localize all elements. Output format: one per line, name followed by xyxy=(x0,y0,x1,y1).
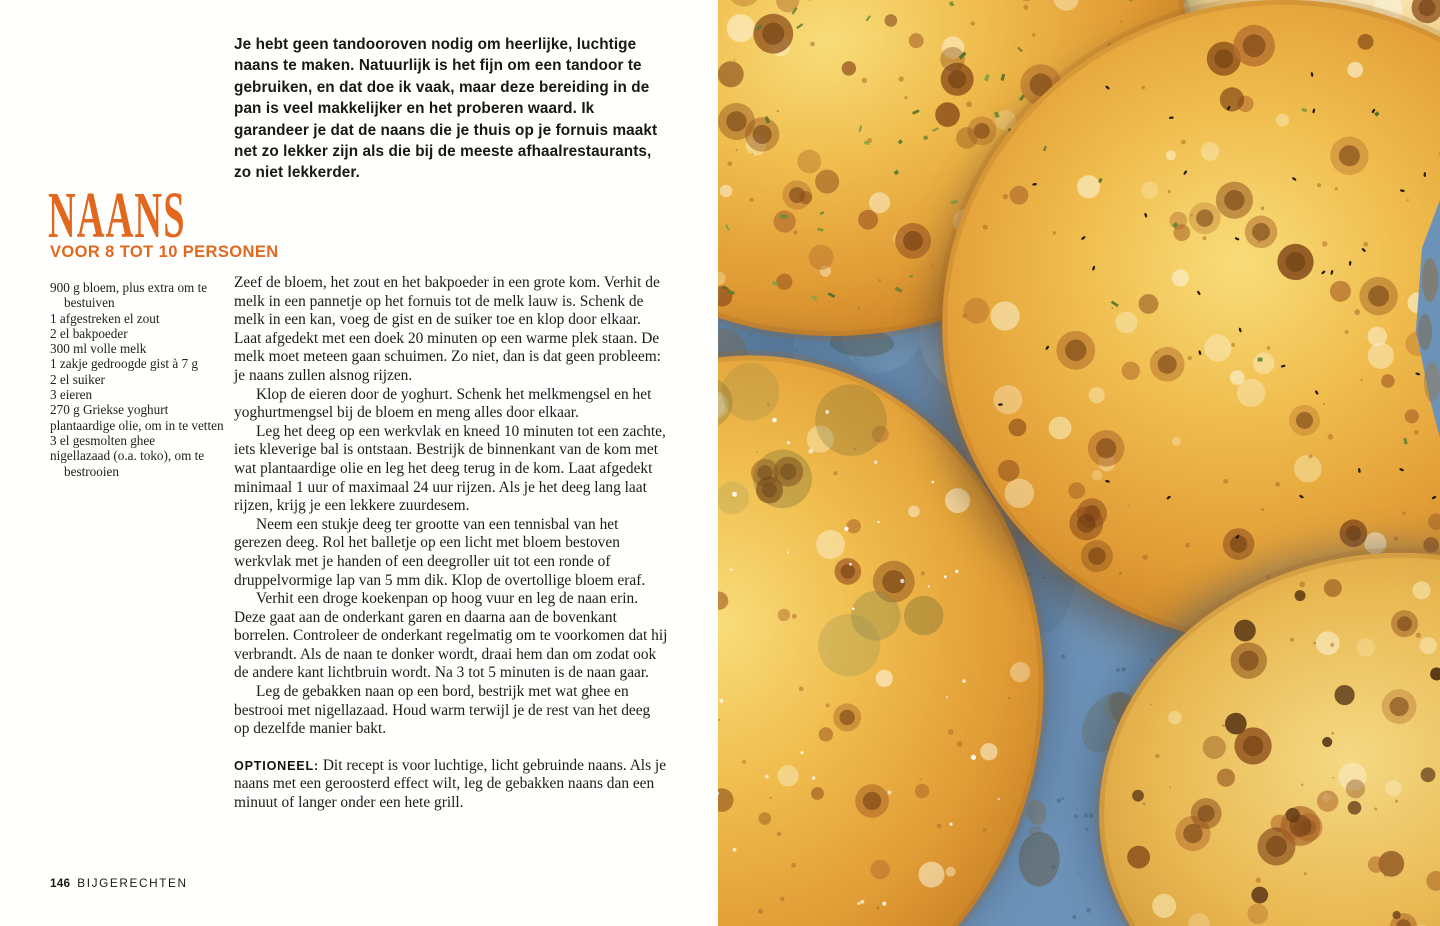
naan-photo-illustration xyxy=(718,0,1440,926)
ingredient-item: plantaardige olie, om in te vetten xyxy=(50,417,224,433)
recipe-page xyxy=(0,0,718,926)
ingredients-list xyxy=(50,280,232,479)
ingredient-item: 270 g Griekse yoghurt xyxy=(50,402,169,418)
method-paragraph: Verhit een droge koekenpan op hoog vuur en leg de naan erin. Deze gaat aan de onderkant garen en daarna aan de bovenkant borrelen. Controleer de onderkant regelmatig om te voorkomen dat hij verbrandt. Als de naan te donker wordt, draai hem dan om zodat ook de andere kant lichtbruin wordt. Na 3 tot 5 minuten is de naan gaar. xyxy=(234,590,668,682)
optional-label: OPTIONEEL: xyxy=(234,758,319,773)
ingredient-item: 1 afgestreken el zout xyxy=(50,310,160,326)
ingredient-item: 2 el suiker xyxy=(50,371,105,387)
method-paragraph: Leg de gebakken naan op een bord, bestrijk met wat ghee en bestrooi met nigellazaad. Houd warm terwijl je de rest van het deeg op dezelfde manier bakt. xyxy=(234,683,651,738)
ingredient-item: 900 g bloem, plus extra om te bestuiven xyxy=(50,280,208,311)
intro-paragraph: Je hebt geen tandooroven nodig om heerlijke, luchtige naans te maken. Natuurlijk is het fijn om een tandoor te gebruiken, en dat doe ik vaak, maar deze bereiding in de pan is veel makkelijker en het proberen waard. Ik garandeer je dat de naans die je thuis op je fornuis maakt net zo lekker zijn als die bij de meeste afhaalrestaurants, zo niet lekkerder. xyxy=(234,36,658,182)
optional-text: Dit recept is voor luchtige, licht gebruinde naans. Als je naans met een geroosterd effect wilt, leg de gebakken naans dan een minuut of langer onder een hete grill. xyxy=(234,756,667,812)
ingredient-item: 1 zakje gedroogde gist à 7 g xyxy=(50,356,198,372)
method-paragraph: Zeef de bloem, het zout en het bakpoeder in een grote kom. Verhit de melk in een pannetje op het fornuis tot de melk lauw is. Schenk de melk in een kan, voeg de gist en de suiker toe en klop door elkaar. Laat afgedekt met een doek 20 minuten op een warme plek staan. De melk moet meteen gaan schuimen. Zo niet, dan is dat geen probleem: je naans zullen alsnog rijzen. xyxy=(234,274,661,384)
ingredient-item: 3 el gesmolten ghee xyxy=(50,432,156,448)
method-paragraph: Neem een stukje deeg ter grootte van een tennisbal van het gerezen deeg. Rol het balletje op een licht met bloem bestoven werkvlak met je handen of een deegroller uit tot een ronde of druppelvormige lap van 5 mm dik. Klop de overtollige bloem eraf. xyxy=(234,515,646,589)
page-folio xyxy=(50,876,188,890)
optional-note xyxy=(234,757,668,813)
method-paragraph: Leg het deeg op een werkvlak en kneed 10 minuten tot een zachte, iets kleverige bal is ontstaan. Bestrijk de binnenkant van de kom met wat plantaardige olie en leg het deeg terug in de kom. Laat afgedekt minimaal 1 uur of maximaal 24 uur rijzen. Als je het deeg lang laat rijzen, krijg je een lekkere zuurdesem. xyxy=(234,422,666,515)
page-number: 146 xyxy=(50,876,71,890)
method-text xyxy=(234,274,668,813)
servings-subtitle: VOOR 8 TOT 10 PERSONEN xyxy=(50,243,279,261)
naan-photo xyxy=(718,0,1440,926)
ingredient-item: 3 eieren xyxy=(50,387,93,403)
recipe-title: NAANS xyxy=(48,179,186,252)
ingredient-item: 2 el bakpoeder xyxy=(50,325,128,341)
method-paragraph: Klop de eieren door de yoghurt. Schenk het melkmengsel en het yoghurtmengsel bij de bloem en meng alles door elkaar. xyxy=(234,385,652,422)
ingredient-item: 300 ml volle melk xyxy=(50,341,147,357)
ingredient-item: nigellazaad (o.a. toko), om te bestrooien xyxy=(50,448,205,479)
section-label: BIJGERECHTEN xyxy=(77,876,188,890)
